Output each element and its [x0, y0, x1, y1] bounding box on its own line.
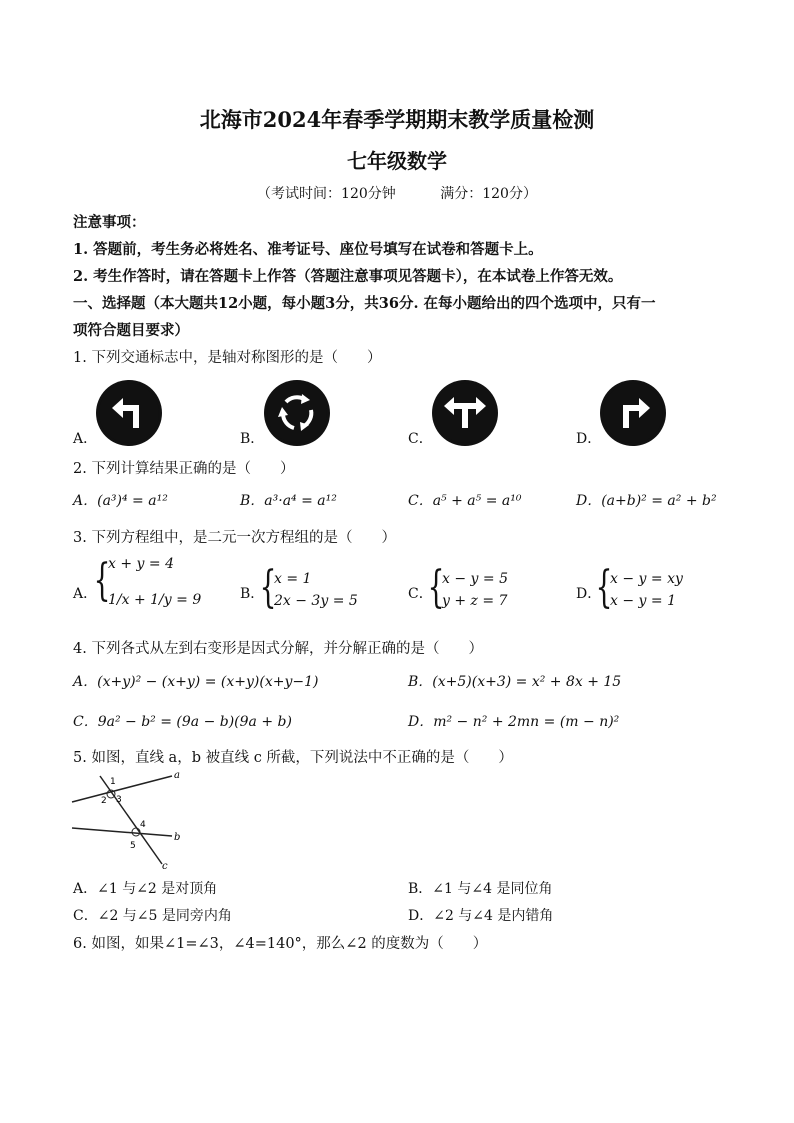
fig-label-4: 4: [140, 820, 146, 830]
turn-right-sign-icon: [600, 380, 666, 446]
section-heading-line1: 一、选择题（本大题共12小题，每小题3分，共36分. 在每小题给出的四个选项中，只有一: [73, 295, 656, 312]
fig-line-b: b: [174, 832, 181, 843]
q1-option-d: D．: [576, 431, 602, 447]
q5-parallel-lines-figure: [70, 770, 190, 870]
q3-option-a-label: A．: [73, 586, 98, 602]
q5-option-d: D．∠2 与∠4 是内错角: [408, 908, 554, 924]
section-heading-line2: 项符合题目要求）: [73, 322, 189, 339]
turn-left-sign-icon: [96, 380, 162, 446]
note-2: 2. 考生作答时，请在答题卡上作答（答题注意事项见答题卡），在本试卷上作答无效。: [73, 268, 623, 285]
q3-option-c-label: C．: [408, 586, 433, 602]
q2-option-b: B．a³·a⁴ = a¹²: [240, 493, 337, 509]
note-1: 1. 答题前，考生务必将姓名、准考证号、座位号填写在试卷和答题卡上。: [73, 241, 543, 258]
q3-option-b-system: { x = 1 2x − 3y = 5: [259, 562, 358, 613]
q1-option-b: B．: [240, 431, 265, 447]
q5-option-c: C．∠2 与∠5 是同旁内角: [73, 908, 232, 924]
q3-option-a-system: { x + y = 4 1/x + 1/y = 9: [93, 555, 202, 608]
fig-label-5: 5: [130, 841, 136, 851]
q2-stem: 2. 下列计算结果正确的是（ ）: [73, 461, 295, 477]
q5-option-a: A．∠1 与∠2 是对顶角: [73, 881, 218, 897]
q3-option-b-label: B．: [240, 586, 265, 602]
q2-option-d: D．(a+b)² = a² + b²: [576, 493, 717, 509]
q2-option-c: C．a⁵ + a⁵ = a¹⁰: [408, 493, 522, 509]
roundabout-sign-icon: [264, 380, 330, 446]
q3-option-d-label: D．: [576, 586, 602, 602]
fig-label-3: 3: [116, 795, 122, 805]
q5-option-b: B．∠1 与∠4 是同位角: [408, 881, 553, 897]
q1-option-c: C．: [408, 431, 433, 447]
q3-option-c-system: { x − y = 5 y + z = 7: [427, 562, 508, 613]
exam-info: [0, 183, 794, 203]
q4-option-a: A．(x+y)² − (x+y) = (x+y)(x+y−1): [73, 674, 319, 690]
q3-option-d-system: { x − y = xy x − y = 1: [595, 562, 683, 613]
q3-stem: 3. 下列方程组中，是二元一次方程组的是（ ）: [73, 530, 396, 546]
q2-option-a: A．(a³)⁴ = a¹²: [73, 493, 168, 509]
q4-option-b: B．(x+5)(x+3) = x² + 8x + 15: [408, 674, 622, 690]
fig-line-a: a: [174, 770, 180, 781]
q4-option-d: D．m² − n² + 2mn = (m − n)²: [408, 714, 620, 730]
q6-stem: 6. 如图，如果∠1=∠3，∠4=140°，那么∠2 的度数为（ ）: [73, 936, 488, 952]
q1-option-a: A．: [73, 431, 98, 447]
q4-stem: 4. 下列各式从左到右变形是因式分解，并分解正确的是（ ）: [73, 641, 483, 657]
exam-time: （考试时间：120分钟: [257, 186, 396, 202]
fig-line-c: c: [162, 861, 168, 870]
exam-title: 北海市2024年春季学期期末教学质量检测: [199, 107, 595, 132]
turn-left-or-right-sign-icon: [432, 380, 498, 446]
q4-option-c: C．9a² − b² = (9a − b)(9a + b): [73, 714, 292, 730]
exam-score: 满分：120分）: [440, 186, 537, 202]
fig-label-2: 2: [101, 796, 107, 806]
fig-label-1: 1: [110, 777, 116, 787]
notes-heading: 注意事项：: [73, 214, 146, 231]
exam-subtitle: 七年级数学: [347, 149, 447, 173]
q5-stem: 5. 如图，直线 a，b 被直线 c 所截，下列说法中不正确的是（ ）: [73, 750, 513, 766]
q1-stem: 1. 下列交通标志中，是轴对称图形的是（ ）: [73, 350, 382, 366]
